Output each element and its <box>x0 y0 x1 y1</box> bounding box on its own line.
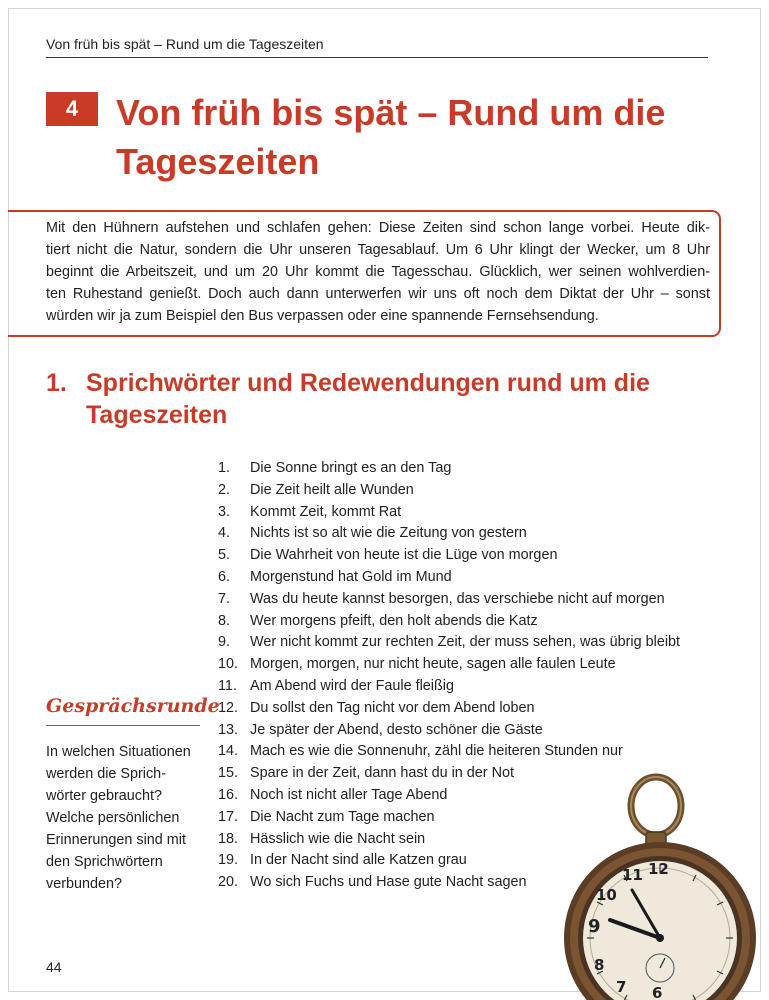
list-item-number: 20. <box>218 874 239 891</box>
list-item-number: 1. <box>218 460 231 476</box>
list-item-number: 14. <box>218 743 239 760</box>
list-item-text: Wo sich Fuchs und Hase gute Nacht sagen <box>250 874 527 891</box>
list-item-text: Spare in der Zeit, dann hast du in der Not <box>250 765 514 782</box>
chapter-number-badge: 4 <box>46 92 98 126</box>
section-title: Sprichwörter und Redewendungen rund um die Tageszeiten <box>86 369 650 429</box>
list-item-number: 12. <box>218 699 239 716</box>
list-item-number: 16. <box>218 786 239 803</box>
intro-line: Mit den Hühnern aufstehen und schlafen gehen: Diese Zeiten sind schon lange vorbei. Heute dik- <box>46 220 710 236</box>
list-item-number: 9. <box>218 634 231 651</box>
sidebar-line: Erinnerungen sind mit <box>46 832 186 848</box>
page-number: 44 <box>46 959 62 975</box>
list-item-number: 10. <box>218 656 239 673</box>
running-head-rule <box>46 57 708 58</box>
list-item-number: 11. <box>218 677 237 694</box>
list-item-text: Morgen, morgen, nur nicht heute, sagen alle faulen Leute <box>250 656 616 673</box>
list-item-text: Die Nacht zum Tage machen <box>250 808 435 825</box>
list-item <box>218 632 718 654</box>
list-item-number: 8. <box>218 612 231 629</box>
list-item-text: Die Zeit heilt alle Wunden <box>250 481 414 498</box>
list-item-text: Hässlich wie die Nacht sein <box>250 830 426 847</box>
list-item-text: Die Wahrheit von heute ist die Lüge von morgen <box>250 547 558 564</box>
pocket-watch-icon <box>548 770 769 1000</box>
watch-numeral: 9 <box>588 916 601 937</box>
list-item-text: Am Abend wird der Faule fleißig <box>250 677 454 694</box>
list-item-number: 13. <box>218 721 239 738</box>
list-item <box>218 523 718 545</box>
sidebar-rule <box>46 725 200 726</box>
list-item-number: 19. <box>218 852 239 869</box>
list-item-text: Morgenstund hat Gold im Mund <box>250 568 452 585</box>
list-item <box>218 698 718 720</box>
list-item <box>218 589 718 611</box>
intro-line: beginnt die Arbeitszeit, und um 20 Uhr kommt die Tagesschau. Glücklich, wer seinen wohlverdien- <box>46 264 710 280</box>
sidebar-line: wörter gebraucht? <box>46 788 162 804</box>
watch-numeral: 6 <box>652 984 663 1000</box>
list-item-number: 4. <box>218 525 231 542</box>
intro-line: ten Ruhestand genießt. Doch auch dann unterwerfen wir uns oft noch dem Diktat der Uhr – sonst <box>46 286 710 302</box>
sidebar-heading: Gesprächsrunde <box>46 695 220 717</box>
list-item-text: Nichts ist so alt wie die Zeitung von gestern <box>250 525 527 542</box>
list-item-text: Du sollst den Tag nicht vor dem Abend loben <box>250 699 535 716</box>
list-item-number: 15. <box>218 765 239 782</box>
list-item <box>218 741 718 763</box>
watch-numeral: 10 <box>596 886 617 904</box>
list-item-text: Kommt Zeit, kommt Rat <box>250 503 402 520</box>
sidebar-text <box>46 741 204 895</box>
list-item-number: 3. <box>218 503 231 520</box>
intro-line: tiert nicht die Natur, sondern die Uhr unseren Tagesablauf. Um 6 Uhr klingt der Wecker, um 8 Uhr <box>46 242 710 258</box>
list-item-number: 6. <box>218 568 231 585</box>
list-item-text: In der Nacht sind alle Katzen grau <box>250 852 467 869</box>
list-item-number: 18. <box>218 830 239 847</box>
list-item-number: 5. <box>218 547 231 564</box>
list-item-number: 2. <box>218 481 231 498</box>
list-item-number: 17. <box>218 808 239 825</box>
intro-line: würden wir ja zum Beispiel den Bus verpassen oder eine spannende Fernsehsendung. <box>46 308 599 324</box>
list-item <box>218 545 718 567</box>
list-item <box>218 720 718 742</box>
list-item <box>218 611 718 633</box>
watch-bow-highlight <box>631 777 681 835</box>
sidebar-line: werden die Sprich- <box>46 766 166 782</box>
sidebar-line: Welche persönlichen <box>46 810 180 826</box>
list-item <box>218 567 718 589</box>
list-item-text: Je später der Abend, desto schöner die Gäste <box>250 721 543 738</box>
list-item-number: 7. <box>218 590 231 607</box>
list-item-text: Noch ist nicht aller Tage Abend <box>250 786 448 803</box>
watch-numeral: 8 <box>594 956 605 974</box>
list-item <box>218 676 718 698</box>
watch-numeral: 7 <box>616 978 627 996</box>
chapter-title: Von früh bis spät – Rund um die Tageszeiten <box>116 92 666 182</box>
list-item-text: Mach es wie die Sonnenuhr, zähl die heiteren Stunden nur <box>250 743 623 760</box>
list-item-text: Die Sonne bringt es an den Tag <box>250 460 452 476</box>
list-item <box>218 502 718 524</box>
intro-text <box>46 217 710 327</box>
sidebar-line: verbunden? <box>46 876 123 892</box>
watch-numeral: 11 <box>622 866 643 884</box>
running-head: Von früh bis spät – Rund um die Tageszeiten <box>46 36 324 52</box>
watch-hand-pivot <box>656 934 664 942</box>
section-number: 1. <box>46 369 67 397</box>
watch-numeral: 12 <box>648 860 669 878</box>
list-item <box>218 458 718 480</box>
list-item <box>218 654 718 676</box>
list-item-text: Wer morgens pfeift, den holt abends die Katz <box>250 612 538 629</box>
list-item-text: Was du heute kannst besorgen, das verschiebe nicht auf morgen <box>250 590 665 607</box>
sidebar-line: In welchen Situationen <box>46 744 191 760</box>
list-item-text: Wer nicht kommt zur rechten Zeit, der muss sehen, was übrig bleibt <box>250 634 681 651</box>
sidebar-line: den Sprichwörtern <box>46 854 163 870</box>
list-item <box>218 480 718 502</box>
